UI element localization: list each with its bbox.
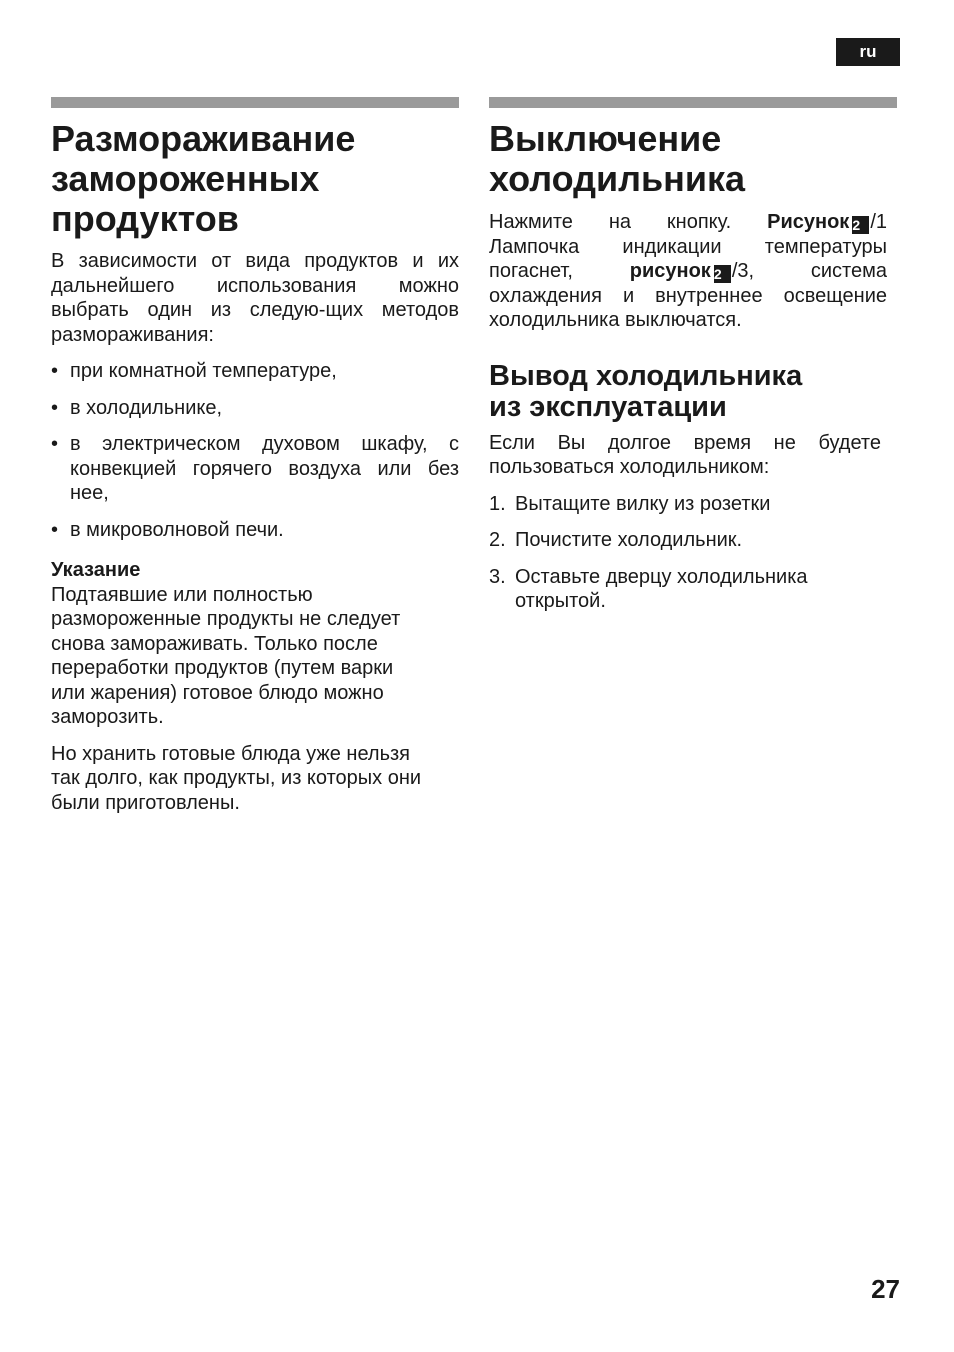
decommission-steps	[489, 492, 897, 614]
list-item-text: в микроволновой печи.	[70, 518, 284, 541]
language-badge: ru	[836, 38, 900, 66]
section-rule-left	[51, 97, 459, 108]
list-item-text: в холодильнике,	[70, 396, 223, 419]
bullet-mark: •	[51, 396, 59, 419]
list-item	[489, 492, 897, 517]
list-item-text: в электрическом духовом шкафу, с конвекцией горячего воздуха или без нее,	[70, 433, 459, 504]
page-number: 27	[871, 1274, 900, 1304]
text-run: , система охлаждения и внутреннее освещение холодильника выключатся.	[489, 260, 887, 331]
list-item	[51, 518, 459, 543]
title-line: холодильника	[489, 158, 746, 199]
left-column	[51, 97, 459, 815]
title-line: Вывод холодильника	[489, 359, 803, 392]
title-line: из эксплуатации	[489, 390, 727, 423]
switch-off-instructions	[489, 210, 887, 333]
bullet-mark: •	[51, 518, 59, 541]
figure-item-ref: /3	[731, 260, 749, 282]
list-item	[489, 565, 897, 614]
text-run: Нажмите на кнопку.	[489, 211, 768, 233]
figure-reference-label: Рисунок	[767, 211, 850, 233]
step-number: 2.	[489, 529, 506, 551]
step-text: Оставьте дверцу холодильника открытой.	[515, 565, 808, 612]
figure-item-ref: /1	[870, 211, 887, 233]
figure-number-box: 2	[852, 216, 869, 234]
defrosting-intro: В зависимости от вида продуктов и их дальнейшего использования можно выбрать один из следую-щих методов размораживания:	[51, 250, 459, 346]
note-paragraph: Но хранить готовые блюда уже нельзя так долго, как продукты, из которых они были приготовлены.	[51, 742, 422, 814]
list-item	[489, 528, 897, 553]
note-title: Указание	[51, 559, 141, 581]
title-line: замороженных	[51, 158, 320, 199]
title-line: Выключение	[489, 118, 722, 159]
step-text: Почистите холодильник.	[515, 529, 743, 551]
decommission-intro: Если Вы долгое время не будете пользоваться холодильником:	[489, 431, 881, 478]
list-item	[51, 359, 459, 384]
defrosting-title	[51, 119, 459, 239]
step-text: Вытащите вилку из розетки	[515, 492, 771, 515]
list-item-text: при комнатной температуре,	[70, 360, 337, 382]
decommission-title	[489, 361, 897, 423]
step-number: 3.	[489, 565, 506, 588]
bullet-mark: •	[51, 360, 59, 382]
section-rule-right	[489, 97, 897, 108]
text-run: Лампочка индикации температуры погаснет,	[489, 235, 887, 282]
list-item	[51, 396, 459, 421]
title-line: Размораживание	[51, 118, 356, 159]
switch-off-title	[489, 119, 897, 199]
title-line: продуктов	[51, 198, 239, 239]
figure-number-box: 2	[714, 265, 731, 283]
figure-reference-label: рисунок	[629, 260, 711, 282]
note-paragraph: Подтаявшие или полностью размороженные продукты не следует снова замораживать. Только после переработки продуктов (путем варки или жарения) готовое блюдо можно заморозить.	[51, 583, 401, 728]
defrosting-methods-list	[51, 359, 459, 542]
right-column	[489, 97, 897, 614]
step-number: 1.	[489, 492, 506, 515]
list-item	[51, 432, 459, 506]
bullet-mark: •	[51, 433, 59, 455]
